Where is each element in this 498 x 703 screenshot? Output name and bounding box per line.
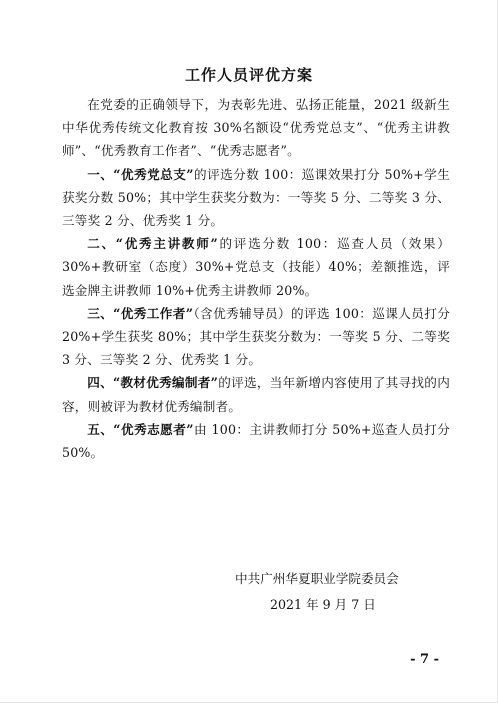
document-body [62,93,450,464]
section-1 [62,163,450,233]
signature-organization: 中共广州华夏职业学院委员会 [235,571,399,586]
section-5-heading: 五、“优秀志愿者” [87,421,194,437]
section-2-heading: 二、“优秀主讲教师” [87,236,218,252]
signature-date: 2021 年 9 月 7 日 [270,597,376,612]
section-1-heading: 一、“优秀党总支” [87,166,194,182]
section-3 [62,302,450,372]
section-1-text: 的评选分数 100：巡课效果打分 50%+学生获奖分数 50%；其中学生获奖分数为：一等奖 5 分、二等奖 3 分、三等奖 2 分、优秀奖 1 分。 [62,166,450,229]
section-3-heading: 三、“优秀工作者” [87,305,194,321]
document-title: 工作人员评优方案 [184,66,313,84]
section-2-text: 的评选分数 100：巡查人员（效果）30%+教研室（态度）30%+党总支（技能）40%；差额推选，评选金牌主讲教师 10%+优秀主讲教师 20%。 [62,236,450,298]
section-4-heading: 四、“教材优秀编制者” [87,375,219,391]
page-number: - 7 - [410,652,439,667]
section-5 [62,418,450,464]
section-2 [62,232,450,302]
section-3-text: （含优秀辅导员）的评选 100：巡课人员打分 20%+学生获奖 80%；其中学生获奖分数为：一等奖 5 分、二等奖 3 分、三等奖 2 分、优秀奖 1 分。 [62,305,450,368]
intro-paragraph: 在党委的正确领导下，为表彰先进、弘扬正能量，2021 级新生中华优秀传统文化教育按 30%名额设“优秀党总支”、“优秀主讲教师”、“优秀教育工作者”、“优秀志愿者”。 [62,97,450,159]
section-4-text: 的评选，当年新增内容使用了其寻找的内容，则被评为教材优秀编制者。 [62,375,450,414]
section-5-text: 由 100：主讲教师打分 50%+巡查人员打分 50%。 [62,421,450,461]
section-4 [62,371,450,417]
